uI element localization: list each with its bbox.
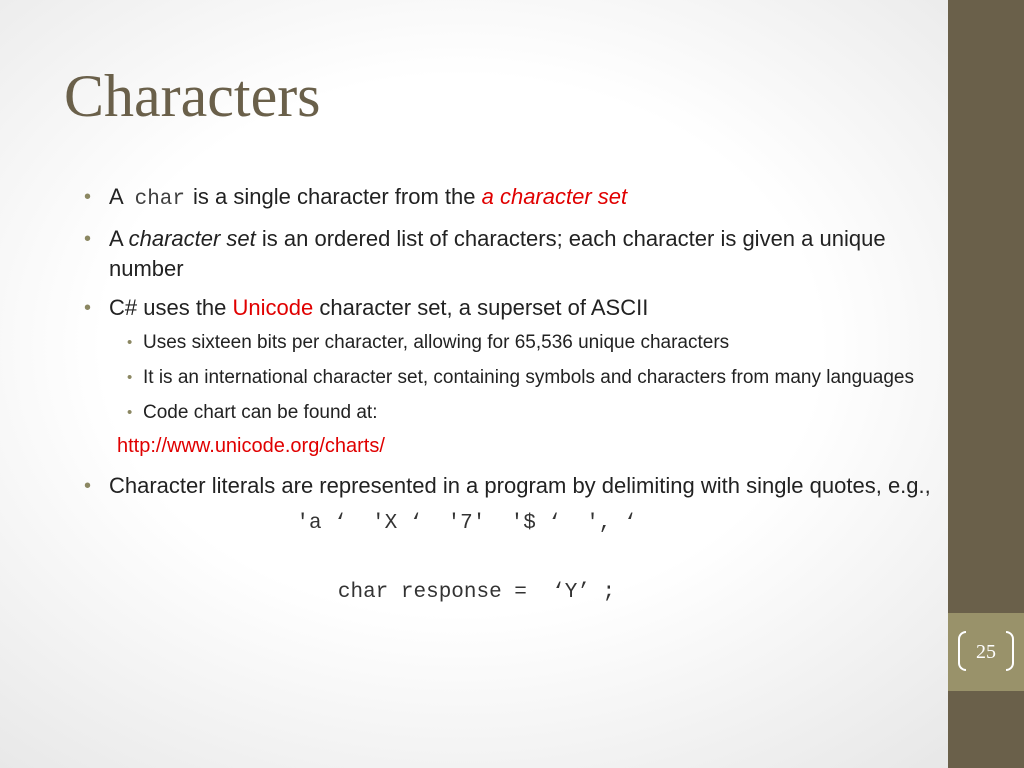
emphasis-character-set: a character set: [481, 184, 628, 209]
sub-bullet-sixteen-bits: • Uses sixteen bits per character, allowing for 65,536 unique characters: [109, 329, 946, 356]
left-brace-icon: [958, 631, 966, 671]
sub-bullet-list: [109, 329, 946, 426]
bullet-character-set-definition: [84, 224, 946, 284]
slide-title: Characters: [64, 63, 321, 129]
bullet-text: character set, a superset of ASCII: [319, 295, 649, 320]
emphasis-character-set: character set: [128, 226, 256, 251]
right-brace-icon: [1006, 631, 1014, 671]
page-number-panel: [948, 613, 1024, 691]
slide-content: [84, 182, 946, 617]
unicode-charts-link[interactable]: http://www.unicode.org/charts/: [117, 435, 385, 457]
bullet-character-literals: [84, 471, 946, 608]
side-bar: [948, 0, 1024, 768]
bullet-text: Character literals are represented in a program by delimiting with single quotes, e.g.,: [109, 473, 931, 498]
bullet-text: is an ordered list of characters; each character is given a unique number: [109, 226, 886, 281]
bullet-text: A: [109, 226, 123, 251]
bullet-char-definition: [84, 182, 946, 215]
sub-bullet-code-chart: • Code chart can be found at:: [109, 399, 946, 426]
bullet-unicode: [84, 293, 946, 460]
page-number: 25: [976, 641, 996, 663]
code-literal-examples: 'a ‘ 'X ‘ '7' '$ ‘ ', ‘: [296, 512, 637, 535]
bullet-text: is a single character from the: [193, 184, 476, 209]
bullet-list: [84, 182, 946, 608]
bullet-text: C# uses the: [109, 295, 227, 320]
bullet-text: A: [109, 184, 123, 209]
emphasis-unicode: Unicode: [232, 295, 314, 320]
code-declaration: char response = ‘Y’ ;: [337, 581, 616, 604]
sub-bullet-international: • It is an international character set, containing symbols and characters from many languages: [109, 364, 946, 391]
code-char: char: [134, 188, 186, 211]
page-number-box: [958, 631, 1014, 673]
